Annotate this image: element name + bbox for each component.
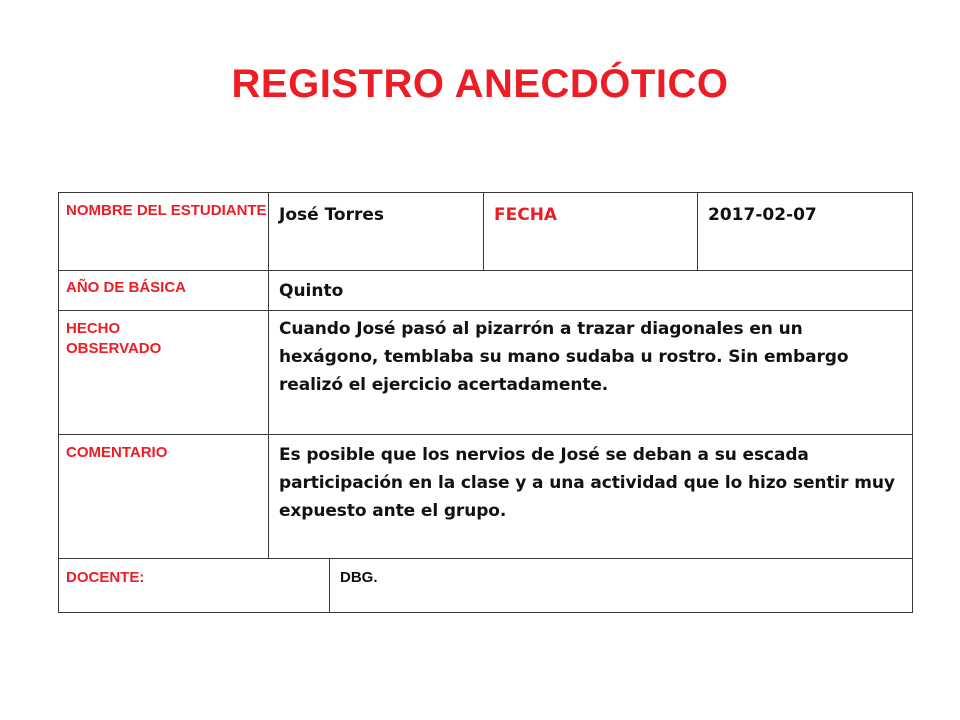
- student-name-value: José Torres: [268, 192, 484, 271]
- page-title: REGISTRO ANECDÓTICO: [231, 62, 729, 106]
- observed-label: HECHO OBSERVADO: [58, 310, 269, 435]
- teacher-label: DOCENTE:: [58, 558, 330, 613]
- date-label: FECHA: [483, 192, 698, 271]
- comment-label: COMENTARIO: [58, 434, 269, 559]
- teacher-value: DBG.: [329, 558, 913, 613]
- date-value: 2017-02-07: [697, 192, 913, 271]
- comment-text: Es posible que los nervios de José se deban a su escada participación en la clase y a una actividad que lo hizo sentir muy expuesto ante el grupo.: [268, 434, 913, 559]
- grade-value: Quinto: [268, 270, 913, 311]
- observed-text: Cuando José pasó al pizarrón a trazar diagonales en un hexágono, temblaba su mano sudaba u rostro. Sin embargo realizó el ejercicio acertadamente.: [268, 310, 913, 435]
- student-name-label: NOMBRE DEL ESTUDIANTE: [58, 192, 269, 271]
- grade-label: AÑO DE BÁSICA: [58, 270, 269, 311]
